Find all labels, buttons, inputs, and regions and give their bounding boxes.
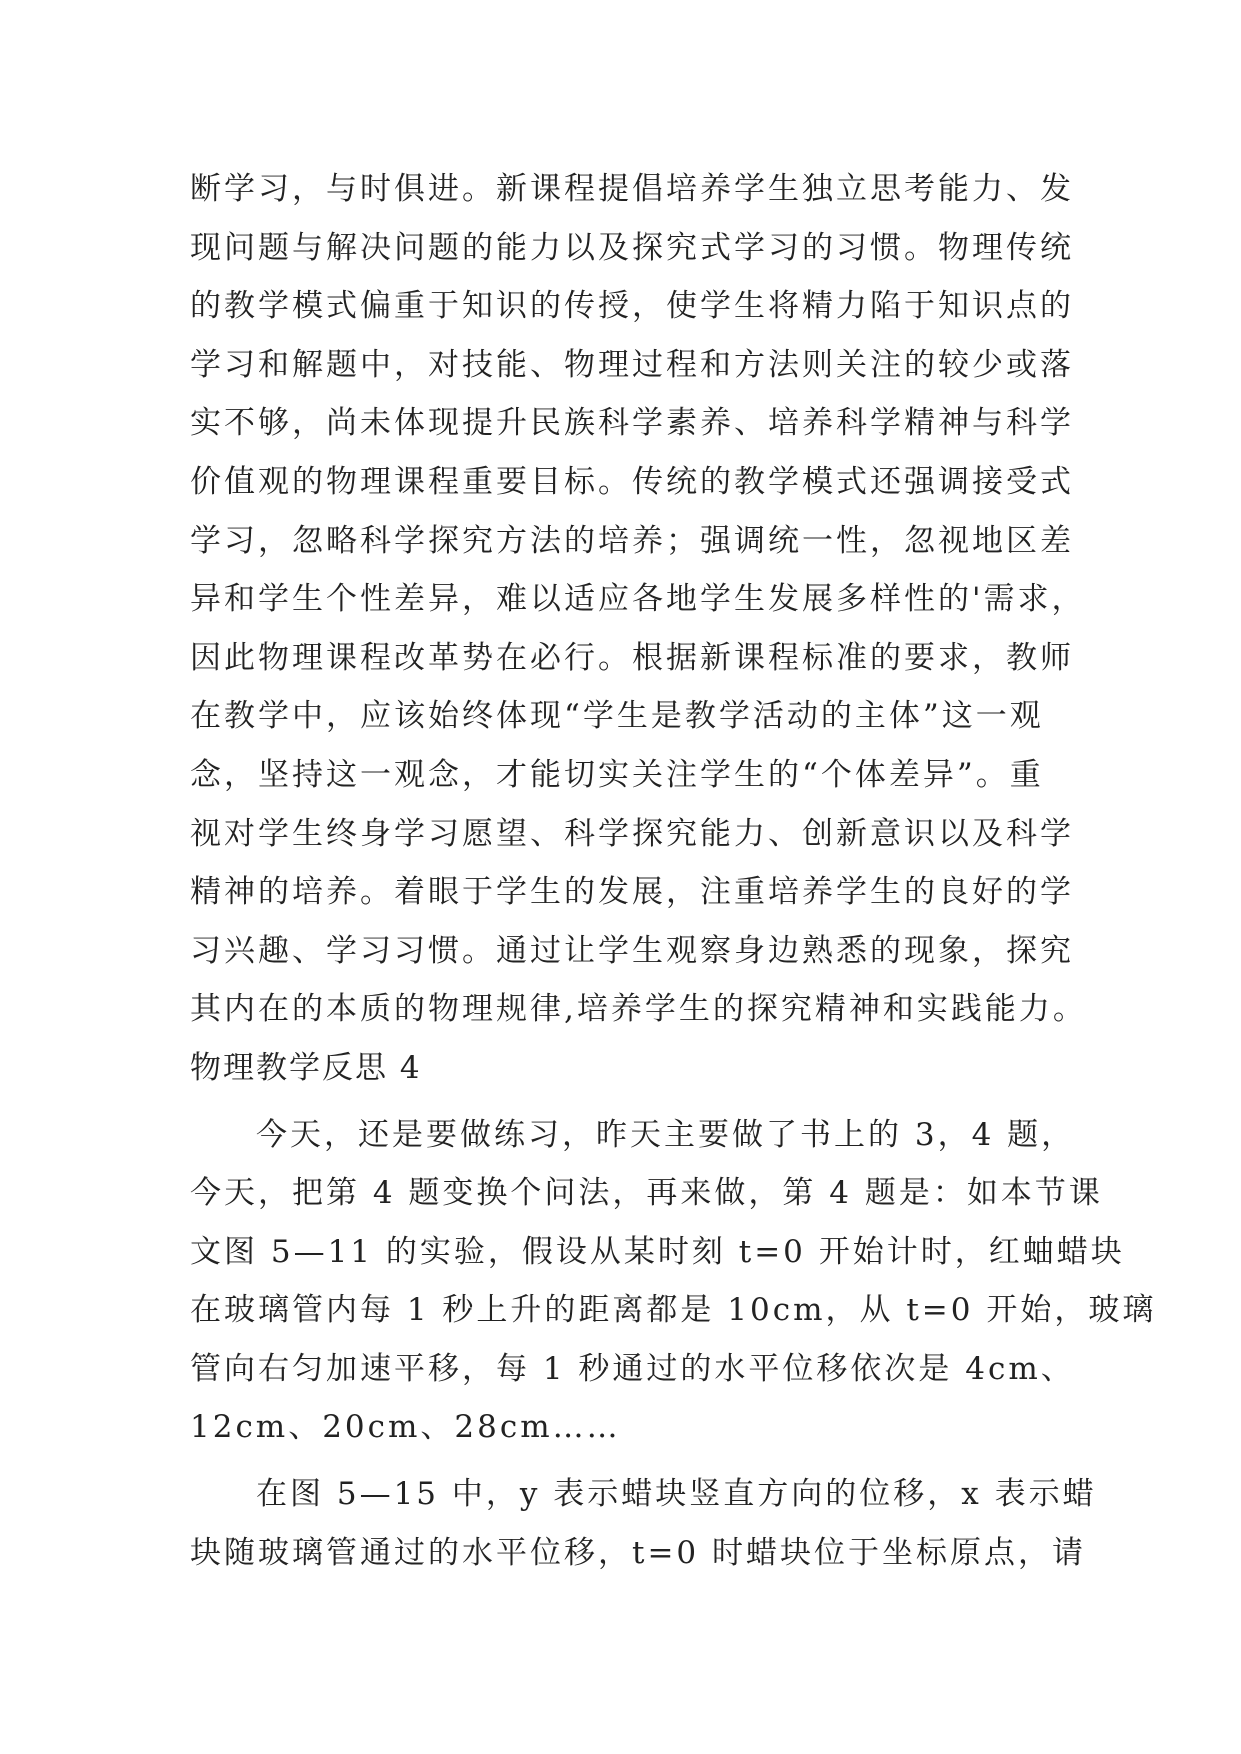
text-line: 价值观的物理课程重要目标。传统的教学模式还强调接受式 bbox=[190, 463, 1074, 500]
document-body bbox=[190, 160, 1157, 1582]
text-line: 视对学生终身学习愿望、科学探究能力、创新意识以及科学 bbox=[190, 815, 1074, 852]
text-line: 12cm、20cm、28cm…… bbox=[190, 1409, 621, 1446]
text-line: 念，坚持这一观念，才能切实关注学生的“个体差异”。重 bbox=[190, 756, 1044, 793]
text-line: 的教学模式偏重于知识的传授，使学生将精力陷于知识点的 bbox=[190, 288, 1074, 325]
paragraph-3 bbox=[190, 1465, 1097, 1582]
text-line: 学习，忽略科学探究方法的培养；强调统一性，忽视地区差 bbox=[190, 522, 1074, 559]
text-line: 因此物理课程改革势在必行。根据新课程标准的要求，教师 bbox=[190, 639, 1074, 676]
text-line: 异和学生个性差异，难以适应各地学生发展多样性的'需求， bbox=[190, 581, 1086, 618]
text-line: 实不够，尚未体现提升民族科学素养、培养科学精神与科学 bbox=[190, 405, 1074, 442]
text-line: 管向右匀加速平移，每 1 秒通过的水平位移依次是 4cm、 bbox=[190, 1350, 1075, 1387]
text-line: 其内在的本质的物理规律,培养学生的探究精神和实践能力。 bbox=[190, 991, 1087, 1028]
text-line: 今天，把第 4 题变换个问法，再来做，第 4 题是：如本节课 bbox=[190, 1175, 1103, 1212]
text-line: 今天，还是要做练习，昨天主要做了书上的 3，4 题， bbox=[256, 1116, 1076, 1153]
text-line: 在教学中，应该始终体现“学生是教学活动的主体”这一观 bbox=[190, 698, 1044, 735]
text-line: 精神的培养。着眼于学生的发展，注重培养学生的良好的学 bbox=[190, 874, 1074, 911]
section-heading: 物理教学反思 4 bbox=[190, 1049, 422, 1086]
text-line: 断学习，与时俱进。新课程提倡培养学生独立思考能力、发 bbox=[190, 171, 1074, 207]
text-line: 文图 5—11 的实验，假设从某时刻 t=0 开始计时，红蚰蜡块 bbox=[190, 1233, 1125, 1270]
text-line: 在玻璃管内每 1 秒上升的距离都是 10cm，从 t=0 开始，玻璃 bbox=[190, 1292, 1157, 1329]
text-line: 块随玻璃管通过的水平位移，t=0 时蜡块位于坐标原点，请 bbox=[190, 1534, 1087, 1571]
text-line: 现问题与解决问题的能力以及探究式学习的习惯。物理传统 bbox=[190, 229, 1074, 266]
text-line: 习兴趣、学习习惯。通过让学生观察身边熟悉的现象，探究 bbox=[190, 932, 1074, 969]
paragraph-1 bbox=[190, 160, 1087, 1039]
text-line: 在图 5—15 中，y 表示蜡块竖直方向的位移，x 表示蜡 bbox=[256, 1476, 1097, 1513]
paragraph-2 bbox=[190, 1106, 1157, 1458]
text-line: 学习和解题中，对技能、物理过程和方法则关注的较少或落 bbox=[190, 346, 1074, 383]
